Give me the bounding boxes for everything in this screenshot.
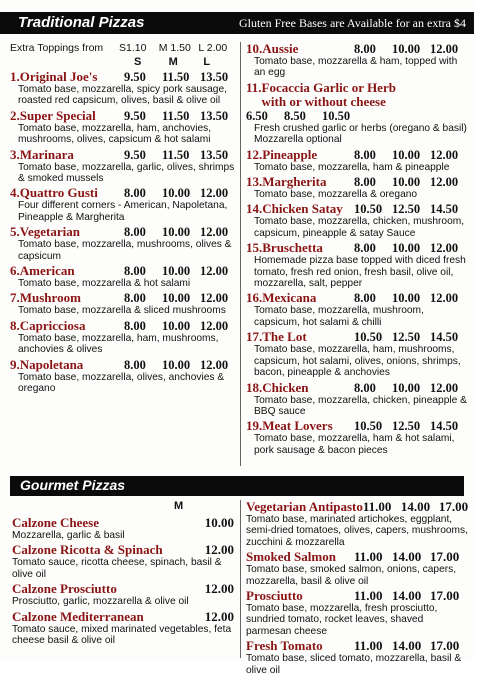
gourmet-right-list [246, 500, 468, 676]
menu-item-price: 12.00 [200, 225, 229, 240]
gourmet-item-header [12, 610, 234, 624]
menu-item-header [246, 42, 468, 56]
menu-item-prices [124, 148, 238, 162]
menu-item [10, 148, 238, 185]
menu-item-description: Tomato base, mozzarella, chicken, pineapple & BBQ sauce [254, 394, 467, 417]
menu-item-prices [354, 330, 468, 344]
menu-item-prices [354, 42, 468, 56]
menu-item-price: 10.00 [162, 291, 191, 306]
menu-item-price: 10.00 [392, 380, 421, 395]
gourmet-item-price: 17.00 [430, 549, 460, 565]
gourmet-item-header [12, 516, 234, 530]
menu-item-number: 12. [246, 146, 263, 162]
menu-item-price: 8.00 [354, 175, 376, 190]
gourmet-item-description: Tomato base, smoked salmon, onions, capers, mozzarella, basil & olive oil [246, 564, 457, 587]
menu-item [10, 70, 238, 107]
menu-item [246, 42, 468, 79]
menu-item-price: 10.00 [392, 42, 421, 56]
menu-item-prices [124, 291, 238, 305]
menu-item-name: American [19, 263, 75, 279]
menu-item-name: Margherita [262, 174, 327, 190]
menu-item-name: Mushroom [19, 290, 81, 306]
menu-item-price: 10.50 [322, 108, 351, 123]
menu-item-description: Tomato base, mozzarella, mushroom, capsicum, hot salami & chilli [254, 305, 424, 328]
menu-item-name: Super Special [19, 107, 96, 123]
menu-item-number: 19. [246, 418, 263, 434]
gourmet-item-price: 14.00 [392, 638, 422, 654]
section-title: Traditional Pizzas [18, 14, 145, 31]
gourmet-item-description: Tomato sauce, mixed marinated vegetables, feta cheese basil & olive oil [12, 623, 232, 647]
menu-item-description: Four different corners - American, Napoletana, Pineapple & Margherita [18, 200, 228, 223]
menu-item-price: 8.00 [124, 318, 146, 333]
gourmet-item-header [246, 589, 468, 603]
menu-item-prices [354, 175, 468, 189]
gourmet-item-price: 12.00 [204, 608, 234, 624]
menu-item-description: Tomato base, mozzarella, garlic, olives, shrimps & smoked mussels [18, 161, 235, 185]
menu-item-price: 12.00 [430, 291, 459, 306]
menu-item-prices [354, 291, 468, 305]
menu-item [246, 175, 468, 200]
menu-item-prices [354, 202, 468, 216]
menu-item-price: 12.00 [200, 186, 229, 201]
menu-item-header [246, 81, 468, 123]
gourmet-item-name: Calzone Cheese [12, 515, 100, 530]
menu-item-price: 8.00 [124, 264, 146, 279]
menu-item [246, 291, 468, 328]
menu-item-prices [124, 319, 238, 333]
menu-item-number: 2. [10, 107, 20, 123]
gourmet-item-price: 14.00 [392, 549, 422, 565]
menu-item-header [246, 419, 468, 433]
gourmet-item-name: Vegetarian Antipasto [246, 499, 363, 514]
menu-item-name: Focaccia Garlic or Herb with or without cheese [261, 79, 396, 109]
menu-item-header [10, 186, 238, 200]
gourmet-item-header [12, 543, 234, 557]
gourmet-left-list [12, 516, 234, 646]
left-column [10, 42, 238, 397]
menu-item-number: 4. [10, 185, 20, 201]
menu-item-price: 12.00 [430, 241, 459, 256]
menu-item-price: 12.50 [392, 330, 421, 345]
gourmet-pizzas-header [10, 476, 464, 496]
menu-item-number: 17. [246, 329, 263, 345]
menu-item-price: 8.00 [354, 380, 376, 395]
menu-item-name: Original Joe's [19, 69, 98, 84]
menu-item-description: Tomato base, mozzarella, chicken, mushroom, capsicum, pineapple & satay Sauce [254, 216, 465, 239]
menu-item-price: 12.00 [430, 42, 459, 56]
menu-item-prices [124, 225, 238, 239]
gourmet-left-column [12, 500, 234, 648]
menu-item-header [246, 330, 468, 344]
menu-item-price: 8.00 [354, 291, 376, 306]
right-column [246, 42, 468, 458]
menu-item [10, 291, 238, 316]
menu-item-description: Tomato base, mozzarella, mushrooms, olives & capsicum [18, 239, 232, 262]
menu-item-name: Meat Lovers [262, 418, 333, 434]
gourmet-item-name: Smoked Salmon [246, 549, 336, 565]
menu-item [246, 419, 468, 456]
menu-item-price: 8.00 [354, 241, 376, 256]
menu-item-price: 12.00 [430, 147, 459, 162]
menu-item-price: 13.50 [200, 147, 229, 162]
gourmet-item-name: Calzone Prosciutto [12, 581, 117, 597]
menu-item-number: 5. [10, 224, 20, 240]
menu-item-price: 11.50 [162, 70, 190, 84]
menu-item-description: Tomato base, mozzarella & sliced mushrooms [18, 305, 226, 317]
menu-item-description: Tomato base, mozzarella & hot salami [18, 278, 191, 290]
menu-item-header [10, 264, 238, 278]
menu-item [246, 202, 468, 239]
menu-item [10, 358, 238, 395]
menu-item-header [10, 291, 238, 305]
gourmet-item-name: Fresh Tomato [246, 638, 323, 654]
topping-price-large: L 2.00 [198, 42, 228, 54]
menu-item-header [246, 241, 468, 255]
menu-item [10, 319, 238, 356]
menu-item-name: Bruschetta [262, 240, 323, 256]
gourmet-title: Gourmet Pizzas [20, 477, 126, 493]
menu-item [246, 81, 468, 146]
menu-item-number: 9. [10, 356, 20, 372]
gourmet-item-price: 14.00 [392, 588, 422, 604]
menu-item-name: Aussie [262, 41, 299, 56]
menu-item-price: 6.50 [246, 108, 268, 123]
menu-item-description: Tomato base, mozzarella & oregano [254, 189, 418, 201]
menu-item-name: The Lot [262, 329, 307, 345]
gourmet-item-price: 12.00 [204, 542, 234, 558]
gourmet-item-price: 14.00 [400, 499, 431, 514]
gourmet-item-prices [354, 589, 468, 603]
menu-item [10, 225, 238, 262]
gourmet-item-name: Calzone Mediterranean [12, 608, 144, 624]
menu-item-price: 14.50 [430, 202, 459, 217]
menu-item-price: 8.50 [284, 108, 306, 123]
menu-item-price: 10.00 [162, 264, 191, 279]
gourmet-item-name: Prosciutto [246, 588, 303, 604]
left-pizza-list [10, 70, 238, 395]
menu-item-description: Fresh crushed garlic or herbs (oregano & basil) Mozzarella optional [254, 122, 467, 146]
menu-item-prices [354, 241, 468, 255]
menu-item-header [10, 109, 238, 123]
menu-item-number: 6. [10, 263, 20, 279]
traditional-pizzas-header [0, 12, 474, 34]
menu-item-header [10, 70, 238, 84]
gourmet-item [246, 500, 468, 548]
menu-item-price: 10.50 [354, 419, 383, 434]
menu-item-price: 11.50 [162, 147, 190, 162]
menu-item-header [246, 148, 468, 162]
gourmet-item-prices [363, 500, 477, 514]
menu-item-description: Tomato base, mozzarella, spicy pork sausage, roasted red capsicum, olives, basil & olive oil [18, 84, 227, 107]
menu-item-prices [354, 419, 468, 433]
menu-item-price: 9.50 [124, 147, 146, 162]
menu-item-price: 12.00 [200, 291, 229, 306]
menu-item-prices [354, 148, 468, 162]
gourmet-item [12, 543, 234, 580]
gourmet-item-name: Calzone Ricotta & Spinach [12, 542, 163, 558]
menu-item-number: 18. [246, 379, 263, 395]
gourmet-item-price: 17.00 [438, 499, 469, 514]
menu-item-price: 10.00 [392, 291, 421, 306]
right-pizza-list [246, 42, 468, 456]
menu-item-number: 11. [246, 79, 262, 95]
menu-item-prices [124, 264, 238, 278]
menu-item-description: Tomato base, mozzarella, ham & hot salami, pork sausage & bacon pieces [254, 433, 455, 456]
menu-item-description: Tomato base, mozzarella, ham, mushrooms, capsicum, hot salami, olives, onions, shrimps, bacon, pineapple & anchovies [254, 344, 461, 379]
gourmet-item-price: 11.00 [354, 638, 383, 654]
menu-item-header [246, 381, 468, 395]
menu-item-header [10, 148, 238, 162]
gourmet-item-description: Tomato base, mozzarella, fresh prosciutto, sundried tomato, rocket leaves, shaved parmesan cheese [246, 603, 438, 637]
menu-item-price: 8.00 [124, 225, 146, 240]
menu-item-prices [124, 109, 238, 123]
menu-item-header [246, 291, 468, 305]
menu-item-name: Pineapple [262, 146, 318, 162]
menu-item-header [10, 225, 238, 239]
menu-item-price: 10.00 [392, 241, 421, 256]
menu-item-price: 13.50 [200, 70, 229, 84]
menu-item [246, 381, 468, 418]
extra-toppings-label: Extra Toppings from [10, 42, 104, 54]
menu-item-price: 10.00 [392, 147, 421, 162]
gourmet-item [246, 550, 468, 587]
menu-item-number: 16. [246, 290, 263, 306]
gourmet-item-price: 12.00 [204, 581, 234, 597]
menu-item-number: 14. [246, 201, 263, 217]
menu-item-number: 1. [10, 69, 20, 84]
menu-item-price: 12.00 [200, 357, 229, 372]
menu-item-description: Homemade pizza base topped with diced fresh tomato, fresh red onion, fresh basil, olive oil, mozzarella, salt, pepper [254, 255, 466, 290]
menu-item-description: Tomato base, mozzarella, ham, mushrooms, anchovies & olives [18, 332, 219, 356]
menu-item-name: Napoletana [19, 356, 84, 372]
menu-item-price: 12.00 [200, 264, 229, 279]
gourmet-item-header [12, 582, 234, 596]
menu-item-price: 12.00 [430, 175, 459, 190]
menu-item-number: 13. [246, 174, 263, 190]
menu-item-price: 10.00 [162, 225, 191, 240]
gourmet-item-description: Prosciutto, garlic, mozzarella & olive oil [12, 596, 189, 608]
gourmet-column-divider [240, 500, 241, 658]
menu-item-price: 8.00 [124, 357, 146, 372]
menu-item-prices [124, 70, 238, 84]
menu-item-price: 8.00 [354, 147, 376, 162]
menu-item [246, 241, 468, 289]
menu-item-price: 14.50 [430, 419, 459, 434]
extra-toppings-row [10, 42, 238, 56]
menu-item-name: Vegetarian [19, 224, 80, 240]
menu-item-price: 10.00 [162, 318, 191, 333]
menu-item-price: 8.00 [354, 42, 376, 56]
column-divider [240, 42, 241, 466]
menu-item-name: Chicken [262, 379, 309, 395]
menu-item-price: 12.50 [392, 202, 421, 217]
gourmet-item-description: Tomato sauce, ricotta cheese, spinach, basil & olive oil [12, 557, 222, 580]
menu-item-price: 8.00 [124, 186, 146, 201]
menu-item-name: Marinara [19, 146, 74, 162]
menu-item-description: Tomato base, mozzarella, ham, anchovies, mushrooms, olives, capsicum & hot salami [18, 122, 212, 146]
menu-item-price: 14.50 [430, 330, 459, 345]
size-large: L [203, 56, 211, 68]
gourmet-right-column [246, 500, 468, 678]
menu-item-name: Capricciosa [19, 317, 86, 333]
gourmet-item-header [246, 500, 468, 514]
menu-item-price: 12.50 [392, 419, 421, 434]
gourmet-item-price: 11.00 [354, 588, 383, 604]
gourmet-item-description: Tomato base, marinated artichokes, eggplant, semi-dried tomatoes, olives, capers, mushrooms, zucchini & mozzarella [246, 514, 468, 548]
size-small: S [134, 56, 142, 68]
menu-item-number: 3. [10, 146, 20, 162]
gourmet-item-prices [354, 639, 468, 653]
menu-item [10, 109, 238, 146]
size-medium: M [168, 56, 178, 68]
menu-item-name: Chicken Satay [262, 201, 343, 217]
menu-item-price: 10.00 [392, 175, 421, 190]
menu-item-header [10, 358, 238, 372]
menu-item-price: 11.50 [162, 108, 190, 123]
gourmet-item [246, 589, 468, 637]
menu-item-price: 8.00 [124, 291, 146, 306]
menu-item-price: 13.50 [200, 108, 229, 123]
menu-item-price: 9.50 [124, 70, 146, 84]
size-headers [10, 56, 238, 70]
topping-price-medium: M 1.50 [158, 42, 191, 54]
menu-item-number: 15. [246, 240, 263, 256]
menu-item-prices [246, 109, 360, 123]
gourmet-item [12, 516, 234, 541]
gourmet-item-prices [354, 550, 468, 564]
menu-item-price: 10.00 [162, 186, 191, 201]
menu-item-price: 12.00 [430, 380, 459, 395]
menu-item-number: 7. [10, 290, 20, 306]
menu-item-number: 8. [10, 317, 20, 333]
menu-item-price: 9.50 [124, 108, 146, 123]
gourmet-item-header [246, 550, 468, 564]
gourmet-item-price: 11.00 [354, 549, 383, 565]
gourmet-size-header: M [174, 500, 184, 512]
topping-price-small: S1.10 [119, 42, 147, 54]
gourmet-item-description: Tomato base, sliced tomato, mozzarella, basil & olive oil [246, 653, 462, 676]
menu-item-price: 10.00 [162, 357, 191, 372]
gourmet-item [12, 582, 234, 607]
menu-item-price: 10.50 [354, 202, 383, 217]
menu-item-header [246, 202, 468, 216]
menu-item-name: Mexicana [262, 290, 317, 306]
menu-item-description: Tomato base, mozzarella & ham, topped with an egg [254, 56, 458, 79]
gourmet-item-price: 11.00 [362, 499, 392, 514]
menu-item-price: 12.00 [200, 318, 229, 333]
menu-item-name: Quattro Gusti [19, 185, 98, 201]
gourmet-item-description: Mozzarella, garlic & basil [12, 530, 125, 541]
menu-item-description: Tomato base, mozzarella, olives, anchovies & oregano [18, 371, 225, 395]
menu-item-description: Tomato base, mozzarella, ham & pineapple [254, 161, 450, 173]
menu-item [246, 148, 468, 173]
menu-item-price: 10.50 [354, 330, 383, 345]
menu-item-prices [124, 358, 238, 372]
gourmet-item-header [246, 639, 468, 653]
menu-item-number: 10. [246, 41, 263, 56]
menu-item-header [246, 175, 468, 189]
gourmet-item-price: 17.00 [430, 638, 460, 654]
menu-item-prices [124, 186, 238, 200]
gourmet-item [12, 610, 234, 647]
gluten-free-note: Gluten Free Bases are Available for an extra $4 [238, 16, 466, 30]
menu-item-prices [354, 381, 468, 395]
gourmet-item-price: 10.00 [204, 515, 234, 530]
gourmet-item [246, 639, 468, 676]
gourmet-item-price: 17.00 [430, 588, 460, 604]
menu-item [246, 330, 468, 378]
menu-item [10, 186, 238, 223]
menu-item-header [10, 319, 238, 333]
menu-item [10, 264, 238, 289]
